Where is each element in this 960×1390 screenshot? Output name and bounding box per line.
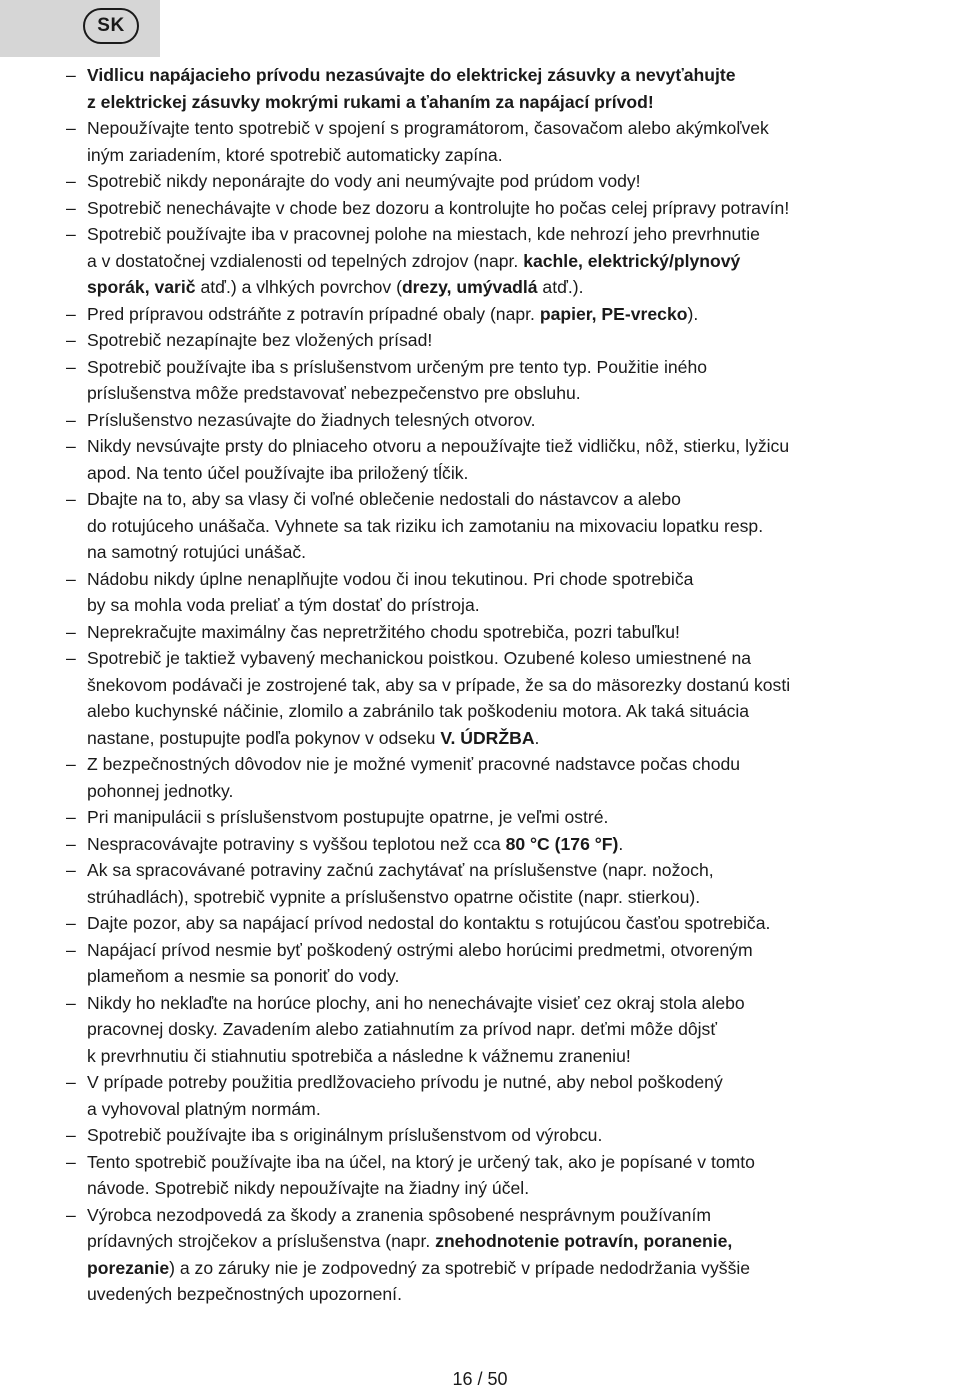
warning-line [87, 857, 958, 884]
dash-bullet: – [66, 171, 76, 191]
warning-text: prídavných strojčekov a príslušenstva (napr. [87, 1231, 436, 1251]
warning-text-bold: porezanie [87, 1257, 170, 1278]
warning-line [87, 486, 958, 513]
dash-bullet: – [66, 992, 76, 1013]
warning-text: iným zariadením, ktoré spotrebič automaticky zapína. [87, 144, 503, 165]
warning-item [66, 566, 958, 619]
warning-text: Nikdy nevsúvajte prsty do plniaceho otvoru a nepoužívajte tiež vidličku, nôž, stierku, lyžicu [87, 436, 790, 456]
warning-text: uvedených bezpečnostných upozornení. [87, 1284, 402, 1304]
warning-line [87, 645, 958, 672]
warning-text-bold: z elektrickej zásuvky mokrými rukami a ťahaním za napájací prívod! [87, 91, 654, 112]
dash-bullet: – [66, 1204, 76, 1225]
warning-line [87, 62, 958, 89]
warning-text: atď.). [537, 277, 584, 297]
dash-bullet: – [66, 436, 76, 456]
warning-text-bold: 80 °C (176 °F) [505, 833, 619, 854]
warning-item [66, 1202, 958, 1308]
warning-text: . [618, 833, 624, 854]
warning-line [87, 168, 958, 195]
warning-text: a v dostatočnej vzdialenosti od tepelných zdrojov (napr. [87, 250, 524, 271]
dash-bullet: – [66, 860, 76, 880]
warning-text: Neprekračujte maximálny čas nepretržitého chodu spotrebiča, pozri tabuľku! [87, 621, 680, 642]
warning-text-bold: kachle, elektrický/plynový [523, 250, 741, 271]
warning-line [87, 751, 958, 778]
warning-text: do rotujúceho unášača. Vyhnete sa tak riziku ich zamotaniu na mixovaciu lopatku resp. [87, 515, 764, 536]
warning-item [66, 221, 958, 301]
warning-item [66, 168, 958, 195]
warning-item [66, 804, 958, 831]
dash-bullet: – [66, 1072, 76, 1092]
warning-line [87, 1149, 958, 1176]
warning-item [66, 1069, 958, 1122]
warning-text: Pri manipulácii s príslušenstvom postupujte opatrne, je veľmi ostré. [87, 807, 609, 827]
warning-item [66, 990, 958, 1070]
warning-text-bold: sporák, varič [87, 277, 196, 297]
warning-text: ) a zo záruky nie je zodpovedný za spotrebič v prípade nedodržania vyššie [169, 1257, 751, 1278]
warning-text: návode. Spotrebič nikdy nepoužívajte na žiadny iný účel. [87, 1178, 530, 1198]
warning-text: Nepoužívajte tento spotrebič v spojení s programátorom, časovačom alebo akýmkoľvek [87, 118, 769, 138]
dash-bullet: – [66, 648, 76, 668]
warning-item [66, 1122, 958, 1149]
dash-bullet: – [66, 939, 76, 960]
warning-item [66, 937, 958, 990]
warning-text: by sa mohla voda preliať a tým dostať do prístroja. [87, 595, 480, 615]
warning-text: Pred prípravou odstráňte z potravín prípadné obaly (napr. [87, 303, 540, 324]
warning-text: apod. Na tento účel používajte iba priložený tĺčik. [87, 462, 469, 483]
warning-line [87, 1202, 958, 1229]
warning-text: pracovnej dosky. Zavadením alebo zatiahnutím za prívod napr. deťmi môže dôjsť [87, 1019, 717, 1039]
warning-item [66, 407, 958, 434]
dash-bullet: – [66, 330, 76, 350]
language-badge: SK [83, 8, 139, 44]
warning-line [87, 433, 958, 460]
warning-line [87, 804, 958, 831]
warning-line [87, 884, 958, 911]
language-tab [0, 0, 160, 57]
dash-bullet: – [66, 409, 76, 430]
warning-text: atď.) a vlhkých povrchov ( [195, 277, 402, 297]
warning-line [87, 831, 958, 858]
warning-text: Spotrebič nenechávajte v chode bez dozoru a kontrolujte ho počas celej prípravy potravín! [87, 197, 790, 218]
warning-item [66, 486, 958, 566]
warning-item [66, 62, 958, 115]
warning-text: alebo kuchynské náčinie, zlomilo a zabránilo tak poškodeniu motora. Ak taká situácia [87, 701, 750, 721]
warning-line [87, 1043, 958, 1070]
warning-line [87, 274, 958, 301]
warning-item [66, 195, 958, 222]
warning-item [66, 433, 958, 486]
warning-line [87, 1122, 958, 1149]
dash-bullet: – [66, 1125, 76, 1145]
warning-text: plameňom a nesmie sa ponoriť do vody. [87, 966, 400, 986]
warning-line [87, 354, 958, 381]
warning-line [87, 115, 958, 142]
warning-line [87, 195, 958, 222]
warning-item [66, 327, 958, 354]
warning-line [87, 1255, 958, 1282]
warning-text: . [534, 727, 540, 748]
warning-text: Nespracovávajte potraviny s vyššou teplotou než cca [87, 833, 506, 854]
warning-line [87, 725, 958, 752]
warning-text: príslušenstva môže predstavovať nebezpečenstvo pre obsluhu. [87, 383, 581, 403]
warning-item [66, 115, 958, 168]
dash-bullet: – [66, 621, 76, 642]
dash-bullet: – [66, 913, 76, 933]
warning-line [87, 698, 958, 725]
warning-text: Dbajte na to, aby sa vlasy či voľné oblečenie nedostali do nástavcov a alebo [87, 489, 681, 509]
warning-text: nastane, postupujte podľa pokynov v odseku [87, 727, 441, 748]
warning-text: Výrobca nezodpovedá za škody a zranenia spôsobené nesprávnym používaním [87, 1204, 711, 1225]
warning-text: Spotrebič nezapínajte bez vložených prísad! [87, 330, 433, 350]
warning-text: Príslušenstvo nezasúvajte do žiadnych telesných otvorov. [87, 409, 536, 430]
dash-bullet: – [66, 303, 76, 324]
warning-line [87, 1281, 958, 1308]
warning-text-bold: V. ÚDRŽBA [440, 727, 535, 748]
dash-bullet: – [66, 224, 76, 244]
warning-line [87, 963, 958, 990]
warning-line [87, 248, 958, 275]
warning-item [66, 619, 958, 646]
warning-line [87, 1016, 958, 1043]
warning-line [87, 142, 958, 169]
warning-line [87, 539, 958, 566]
warning-line [87, 566, 958, 593]
dash-bullet: – [66, 807, 76, 827]
warning-text: Spotrebič používajte iba s originálnym príslušenstvom od výrobcu. [87, 1125, 603, 1145]
safety-warnings-list [66, 62, 958, 1308]
warning-line [87, 937, 958, 964]
dash-bullet: – [66, 1151, 76, 1172]
dash-bullet: – [66, 754, 76, 774]
dash-bullet: – [66, 489, 76, 509]
warning-text: Napájací prívod nesmie byť poškodený ostrými alebo horúcimi predmetmi, otvoreným [87, 939, 753, 960]
warning-line [87, 619, 958, 646]
warning-line [87, 910, 958, 937]
warning-line [87, 460, 958, 487]
warning-text: pohonnej jednotky. [87, 780, 234, 801]
dash-bullet: – [66, 833, 76, 854]
dash-bullet: – [66, 568, 76, 589]
warning-line [87, 327, 958, 354]
warning-text-bold: drezy, umývadlá [401, 277, 538, 297]
warning-line [87, 221, 958, 248]
warning-item [66, 354, 958, 407]
warning-line [87, 778, 958, 805]
warning-line [87, 592, 958, 619]
warning-line [87, 1228, 958, 1255]
warning-text: Spotrebič používajte iba s príslušenstvom určeným pre tento typ. Použitie iného [87, 356, 708, 377]
dash-bullet: – [66, 118, 76, 138]
warning-text: strúhadlách), spotrebič vypnite a príslušenstvo opatrne očistite (napr. stierkou). [87, 886, 701, 907]
warning-item [66, 645, 958, 751]
warning-text: Spotrebič používajte iba v pracovnej polohe na miestach, kde nehrozí jeho prevrhnutie [87, 224, 760, 244]
warning-item [66, 1149, 958, 1202]
warning-line [87, 513, 958, 540]
warning-text: Dajte pozor, aby sa napájací prívod nedostal do kontaktu s rotujúcou časťou spotrebiča. [87, 913, 771, 933]
warning-line [87, 380, 958, 407]
warning-text: na samotný rotujúci unášač. [87, 542, 307, 562]
dash-bullet: – [66, 65, 76, 85]
warning-text: k prevrhnutiu či stiahnutiu spotrebiča a následne k vážnemu zraneniu! [87, 1045, 631, 1066]
warning-text: a vyhovoval platným normám. [87, 1098, 321, 1119]
warning-text: Spotrebič nikdy neponárajte do vody ani neumývajte pod prúdom vody! [87, 171, 641, 191]
warning-item [66, 831, 958, 858]
warning-text: Nádobu nikdy úplne nenaplňujte vodou či inou tekutinou. Pri chode spotrebiča [87, 568, 694, 589]
warning-line [87, 672, 958, 699]
warning-item [66, 751, 958, 804]
warning-line [87, 407, 958, 434]
warning-text-bold: znehodnotenie potravín, poranenie, [435, 1231, 733, 1251]
warning-line [87, 1175, 958, 1202]
warning-text: Z bezpečnostných dôvodov nie je možné vymeniť pracovné nadstavce počas chodu [87, 754, 741, 774]
warning-item [66, 301, 958, 328]
warning-item [66, 857, 958, 910]
dash-bullet: – [66, 356, 76, 377]
warning-line [87, 1069, 958, 1096]
warning-text-bold: Vidlicu napájacieho prívodu nezasúvajte do elektrickej zásuvky a nevyťahujte [87, 65, 736, 85]
warning-text: Ak sa spracovávané potraviny začnú zachytávať na príslušenstve (napr. nožoch, [87, 860, 714, 880]
warning-item [66, 910, 958, 937]
warning-line [87, 1096, 958, 1123]
warning-text: V prípade potreby použitia predlžovacieho prívodu je nutné, aby nebol poškodený [87, 1072, 723, 1092]
warning-text: Spotrebič je taktiež vybavený mechanickou poistkou. Ozubené koleso umiestnené na [87, 648, 752, 668]
warning-text: Tento spotrebič používajte iba na účel, na ktorý je určený tak, ako je popísané v tomto [87, 1151, 755, 1172]
warning-line [87, 89, 958, 116]
warning-text: šnekovom podávači je zostrojené tak, aby sa v prípade, že sa do mäsorezky dostanú kosti [87, 674, 791, 695]
page-number: 16 / 50 [452, 1369, 508, 1389]
warning-text-bold: papier, PE-vrecko [539, 303, 688, 324]
warning-text: ). [687, 303, 699, 324]
warning-line [87, 990, 958, 1017]
warning-text: Nikdy ho neklaďte na horúce plochy, ani ho nenechávajte visieť cez okraj stola alebo [87, 992, 745, 1013]
warning-line [87, 301, 958, 328]
dash-bullet: – [66, 197, 76, 218]
